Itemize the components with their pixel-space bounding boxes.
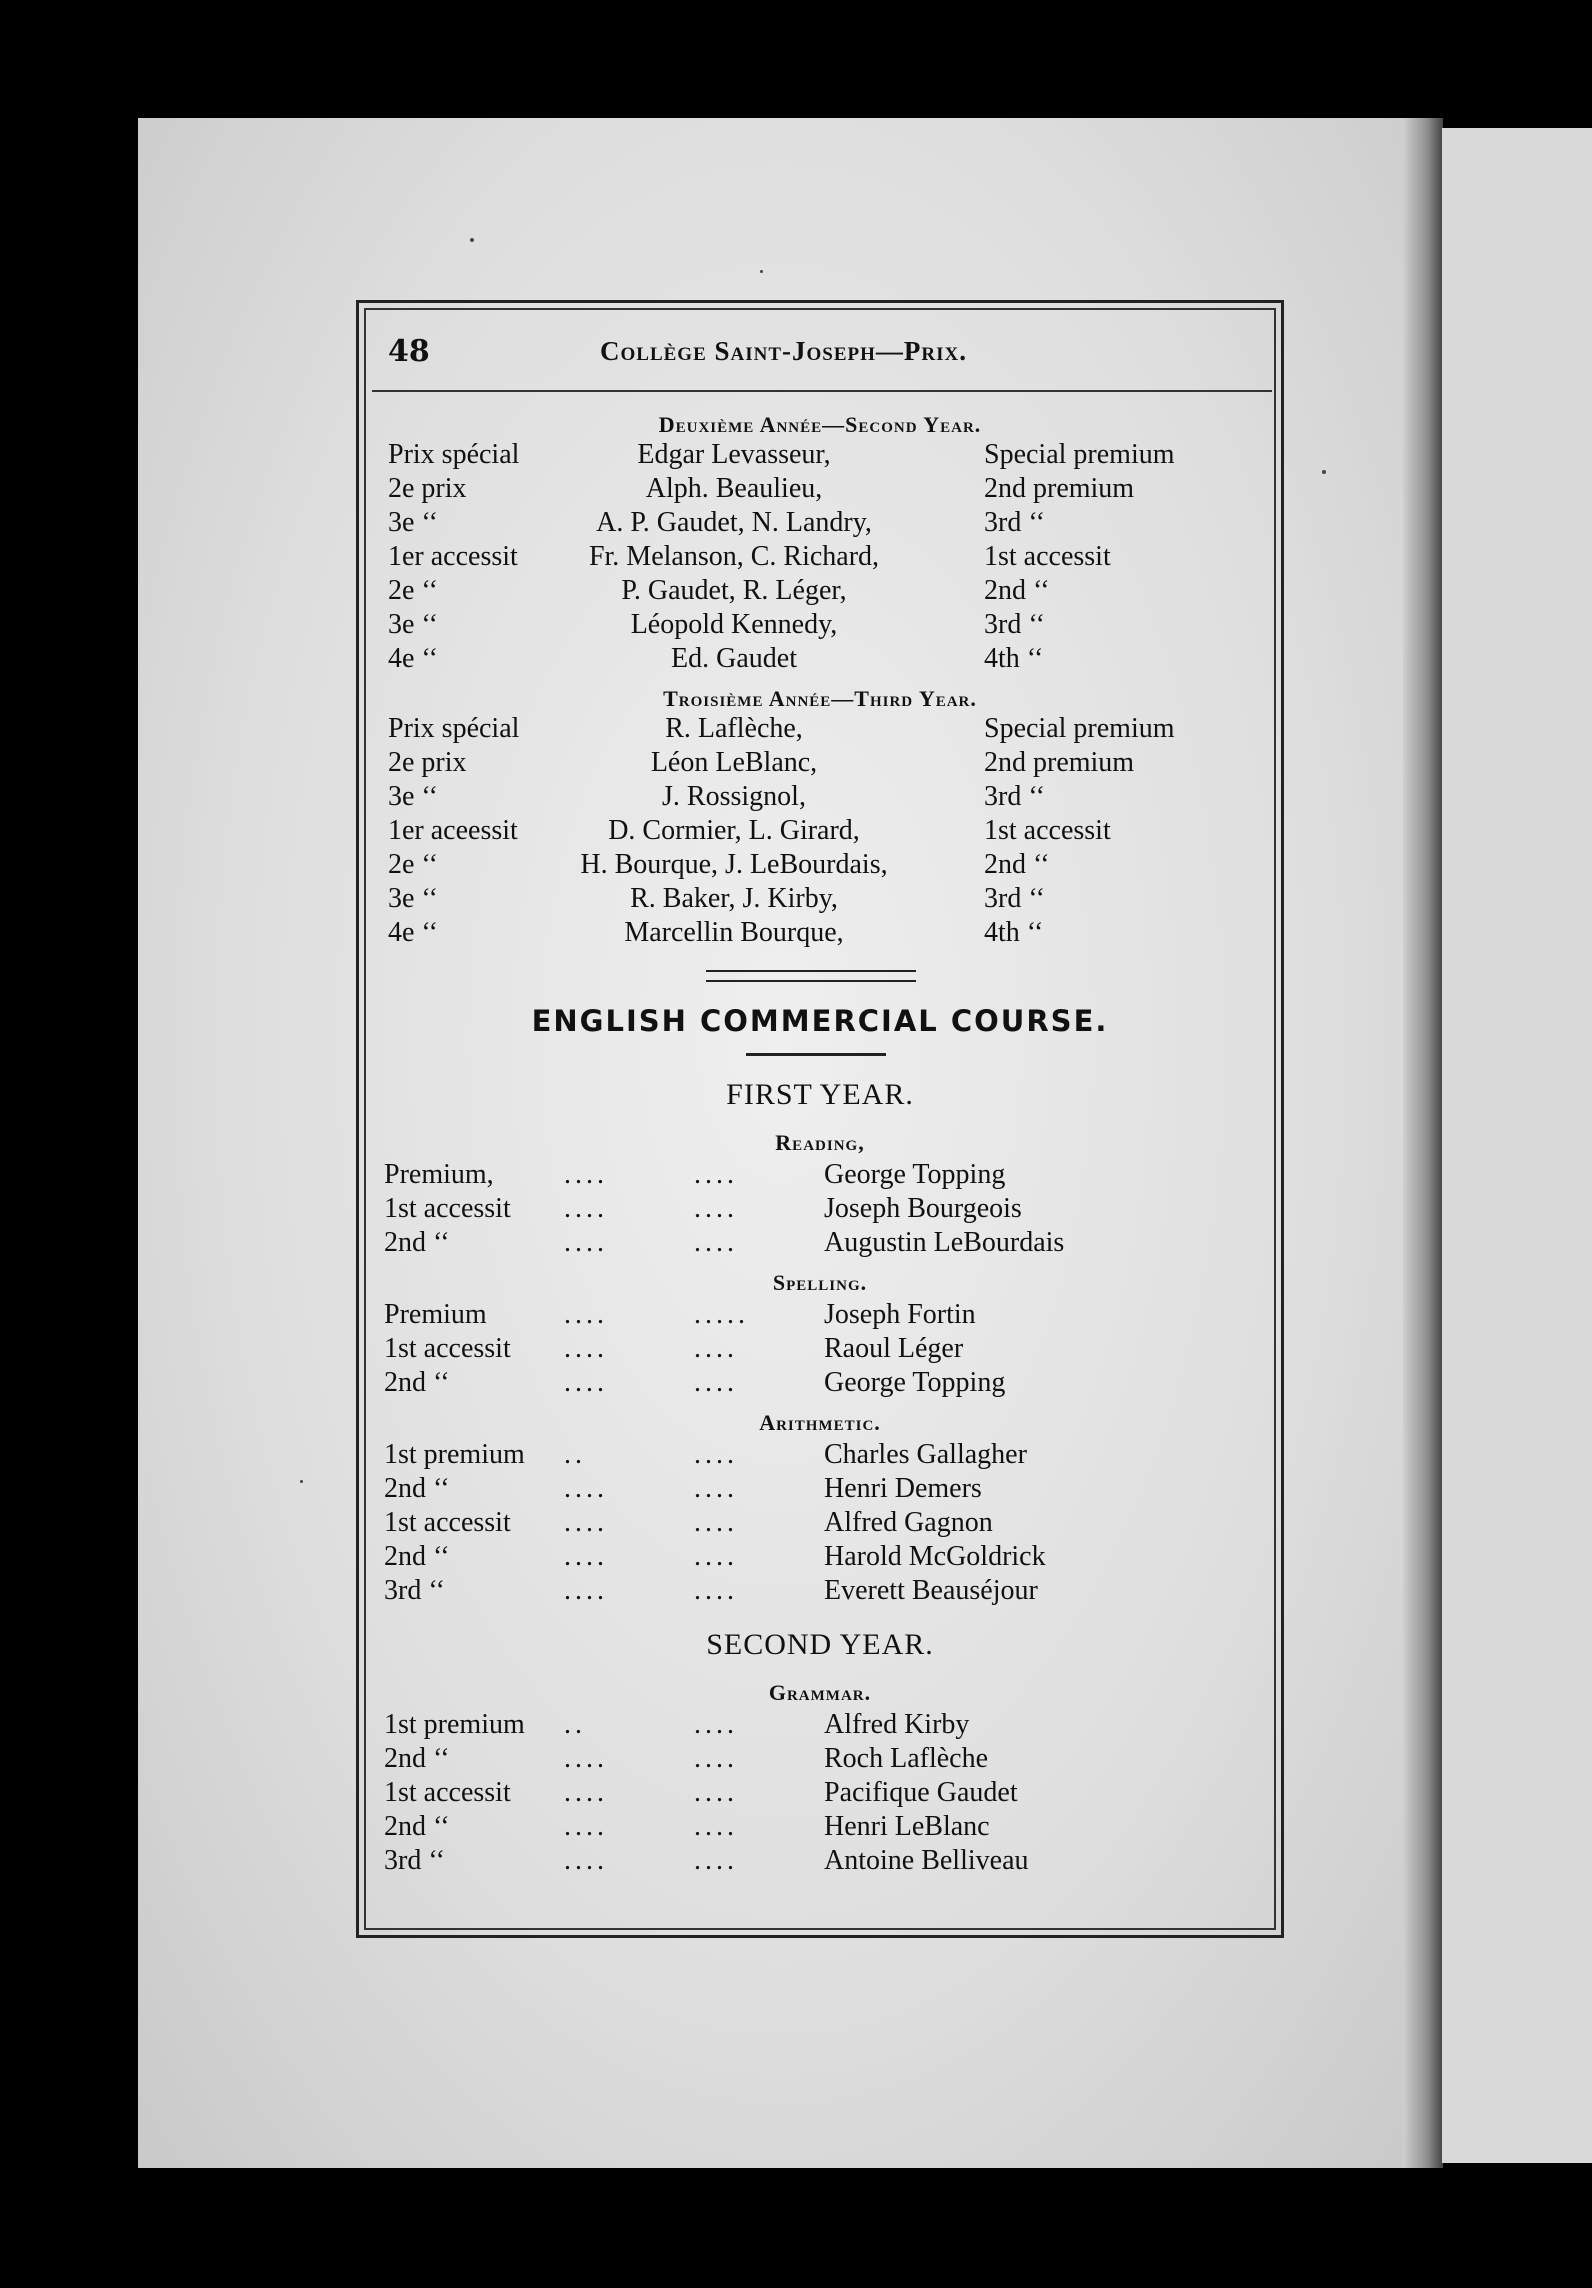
leader-dots: .... (564, 1227, 608, 1258)
spelling-heading: Spelling. (772, 1270, 868, 1295)
leader-dots: .... (564, 1473, 608, 1504)
prize-rank-en: 3rd ‘‘ (984, 883, 1045, 914)
prize-row (364, 540, 1276, 574)
award-winner: Everett Beauséjour (824, 1575, 1038, 1606)
award-winner: George Topping (824, 1159, 1006, 1190)
prize-winners: Marcellin Bourque, (624, 917, 844, 948)
prize-rank-fr: Prix spécial (388, 439, 520, 470)
award-winner: Joseph Fortin (824, 1299, 976, 1330)
leader-dots: .... (694, 1333, 738, 1364)
prize-rank-fr: 2e prix (388, 473, 467, 504)
prize-rank-en: 2nd premium (984, 747, 1135, 778)
leader-dots: .... (694, 1159, 738, 1190)
leader-dots: .... (564, 1777, 608, 1808)
award-row (364, 1438, 1276, 1472)
award-rank: 1st accessit (384, 1507, 511, 1538)
award-winner: Henri LeBlanc (824, 1811, 990, 1842)
prize-row (364, 780, 1276, 814)
first-year-heading: FIRST YEAR. (726, 1078, 914, 1111)
award-row (364, 1192, 1276, 1226)
leader-dots: .... (694, 1845, 738, 1876)
english-course-title: ENGLISH COMMERCIAL COURSE. (531, 1004, 1109, 1038)
leader-dots: .... (564, 1193, 608, 1224)
leader-dots: .... (564, 1367, 608, 1398)
award-rank: 1st premium (384, 1439, 525, 1470)
leader-dots: .... (694, 1777, 738, 1808)
prize-winners: Edgar Levasseur, (637, 439, 831, 470)
prize-winners: A. P. Gaudet, N. Landry, (596, 507, 872, 538)
second-year-heading: SECOND YEAR. (706, 1628, 934, 1661)
award-rank: 3rd ‘‘ (384, 1575, 445, 1606)
prize-row (364, 848, 1276, 882)
leader-dots: .... (564, 1159, 608, 1190)
leader-dots: ..... (694, 1299, 749, 1330)
leader-dots: .... (564, 1507, 608, 1538)
award-rank: 1st accessit (384, 1777, 511, 1808)
award-rank: 2nd ‘‘ (384, 1367, 450, 1398)
award-rank: 2nd ‘‘ (384, 1811, 450, 1842)
award-row (364, 1506, 1276, 1540)
award-winner: Antoine Belliveau (824, 1845, 1029, 1876)
running-header (364, 326, 1276, 376)
prize-winners: Alph. Beaulieu, (645, 473, 823, 504)
award-rank: 2nd ‘‘ (384, 1473, 450, 1504)
prize-row (364, 438, 1276, 472)
prize-rank-en: 1st accessit (984, 541, 1111, 572)
leader-dots: .... (694, 1227, 738, 1258)
prize-rank-en: 1st accessit (984, 815, 1111, 846)
scan-speck (470, 238, 474, 242)
award-rank: 2nd ‘‘ (384, 1743, 450, 1774)
award-winner: Joseph Bourgeois (824, 1193, 1022, 1224)
award-rank: 1st accessit (384, 1193, 511, 1224)
prize-rank-fr: 4e ‘‘ (388, 917, 438, 948)
leader-dots: .... (564, 1743, 608, 1774)
prize-winners: R. Laflèche, (665, 713, 803, 744)
award-row (364, 1574, 1276, 1608)
prize-rank-en: 2nd premium (984, 473, 1135, 504)
award-winner: Raoul Léger (824, 1333, 964, 1364)
leader-dots: .... (694, 1575, 738, 1606)
award-rank: Premium, (384, 1159, 494, 1190)
double-rule-divider (706, 970, 916, 982)
reading-heading: Reading, (775, 1130, 865, 1155)
award-row (364, 1540, 1276, 1574)
prize-row (364, 642, 1276, 676)
leader-dots: .... (564, 1333, 608, 1364)
award-rank: 2nd ‘‘ (384, 1541, 450, 1572)
leader-dots: .... (564, 1541, 608, 1572)
award-row (364, 1298, 1276, 1332)
scan-speck (300, 1480, 303, 1483)
award-row (364, 1708, 1276, 1742)
running-title: Collège Saint-Joseph—Prix. (600, 336, 967, 366)
prize-row (364, 814, 1276, 848)
award-winner: Alfred Gagnon (824, 1507, 993, 1538)
section-heading-third-year: Troisième Année—Third Year. (663, 686, 977, 711)
award-rank: Premium (384, 1299, 487, 1330)
scan-speck (760, 270, 763, 273)
page-gutter (1403, 118, 1443, 2168)
leader-dots: .... (564, 1811, 608, 1842)
prize-winners: R. Baker, J. Kirby, (630, 883, 838, 914)
leader-dots: .... (564, 1845, 608, 1876)
award-row (364, 1332, 1276, 1366)
prize-rank-fr: 3e ‘‘ (388, 883, 438, 914)
prize-rank-fr: 3e ‘‘ (388, 507, 438, 538)
prize-rank-fr: 3e ‘‘ (388, 609, 438, 640)
prize-winners: Ed. Gaudet (671, 643, 797, 674)
page-content (364, 308, 1276, 1930)
arithmetic-heading: Arithmetic. (759, 1410, 881, 1435)
prize-rank-en: 2nd ‘‘ (984, 575, 1050, 606)
award-rank: 3rd ‘‘ (384, 1845, 445, 1876)
prize-rank-fr: 1er aceessit (388, 815, 518, 846)
leader-dots: .... (694, 1439, 738, 1470)
prize-rank-en: 2nd ‘‘ (984, 849, 1050, 880)
prize-row (364, 472, 1276, 506)
award-winner: Augustin LeBourdais (824, 1227, 1065, 1258)
prize-winners: Léon LeBlanc, (650, 747, 818, 778)
facing-page-edge (1442, 128, 1592, 2163)
award-row (364, 1810, 1276, 1844)
prize-rank-en: 4th ‘‘ (984, 643, 1044, 674)
award-winner: Harold McGoldrick (824, 1541, 1046, 1572)
prize-rank-en: Special premium (984, 439, 1175, 470)
award-row (364, 1158, 1276, 1192)
leader-dots: .... (564, 1575, 608, 1606)
leader-dots: .. (564, 1709, 586, 1740)
prize-rank-en: Special premium (984, 713, 1175, 744)
leader-dots: .... (564, 1299, 608, 1330)
prize-rank-fr: 2e ‘‘ (388, 849, 438, 880)
prize-rank-fr: 2e ‘‘ (388, 575, 438, 606)
award-row (364, 1472, 1276, 1506)
section-heading-second-year: Deuxième Année—Second Year. (658, 412, 982, 437)
award-winner: Roch Laflèche (824, 1743, 989, 1774)
award-rank: 2nd ‘‘ (384, 1227, 450, 1258)
award-row (364, 1226, 1276, 1260)
award-winner: Henri Demers (824, 1473, 982, 1504)
prize-rank-fr: 1er accessit (388, 541, 518, 572)
short-rule-divider (746, 1053, 886, 1056)
leader-dots: .... (694, 1193, 738, 1224)
header-rule (372, 390, 1272, 392)
award-row (364, 1366, 1276, 1400)
award-row (364, 1776, 1276, 1810)
scan-speck (1322, 470, 1326, 474)
prize-rank-fr: Prix spécial (388, 713, 520, 744)
prize-rank-en: 3rd ‘‘ (984, 781, 1045, 812)
prize-row (364, 608, 1276, 642)
prize-winners: Léopold Kennedy, (630, 609, 838, 640)
leader-dots: .... (694, 1367, 738, 1398)
award-winner: Alfred Kirby (824, 1709, 970, 1740)
award-rank: 1st premium (384, 1709, 525, 1740)
prize-row (364, 746, 1276, 780)
prize-rank-fr: 2e prix (388, 747, 467, 778)
prize-row (364, 882, 1276, 916)
page-number: 48 (388, 334, 430, 369)
leader-dots: .... (694, 1507, 738, 1538)
prize-winners: D. Cormier, L. Girard, (608, 815, 860, 846)
leader-dots: .... (694, 1709, 738, 1740)
prize-winners: P. Gaudet, R. Léger, (621, 575, 847, 606)
award-winner: Pacifique Gaudet (824, 1777, 1018, 1808)
leader-dots: .... (694, 1743, 738, 1774)
prize-rank-en: 3rd ‘‘ (984, 507, 1045, 538)
award-rank: 1st accessit (384, 1333, 511, 1364)
prize-row (364, 712, 1276, 746)
prize-rank-fr: 3e ‘‘ (388, 781, 438, 812)
prize-row (364, 506, 1276, 540)
prize-row (364, 574, 1276, 608)
award-winner: Charles Gallagher (824, 1439, 1027, 1470)
prize-winners: H. Bourque, J. LeBourdais, (580, 849, 888, 880)
leader-dots: .. (564, 1439, 586, 1470)
grammar-heading: Grammar. (768, 1680, 872, 1705)
prize-winners: J. Rossignol, (662, 781, 806, 812)
award-winner: George Topping (824, 1367, 1006, 1398)
prize-rank-fr: 4e ‘‘ (388, 643, 438, 674)
leader-dots: .... (694, 1541, 738, 1572)
prize-rank-en: 3rd ‘‘ (984, 609, 1045, 640)
leader-dots: .... (694, 1811, 738, 1842)
prize-winners: Fr. Melanson, C. Richard, (588, 541, 880, 572)
leader-dots: .... (694, 1473, 738, 1504)
prize-row (364, 916, 1276, 950)
award-row (364, 1742, 1276, 1776)
award-row (364, 1844, 1276, 1878)
prize-rank-en: 4th ‘‘ (984, 917, 1044, 948)
